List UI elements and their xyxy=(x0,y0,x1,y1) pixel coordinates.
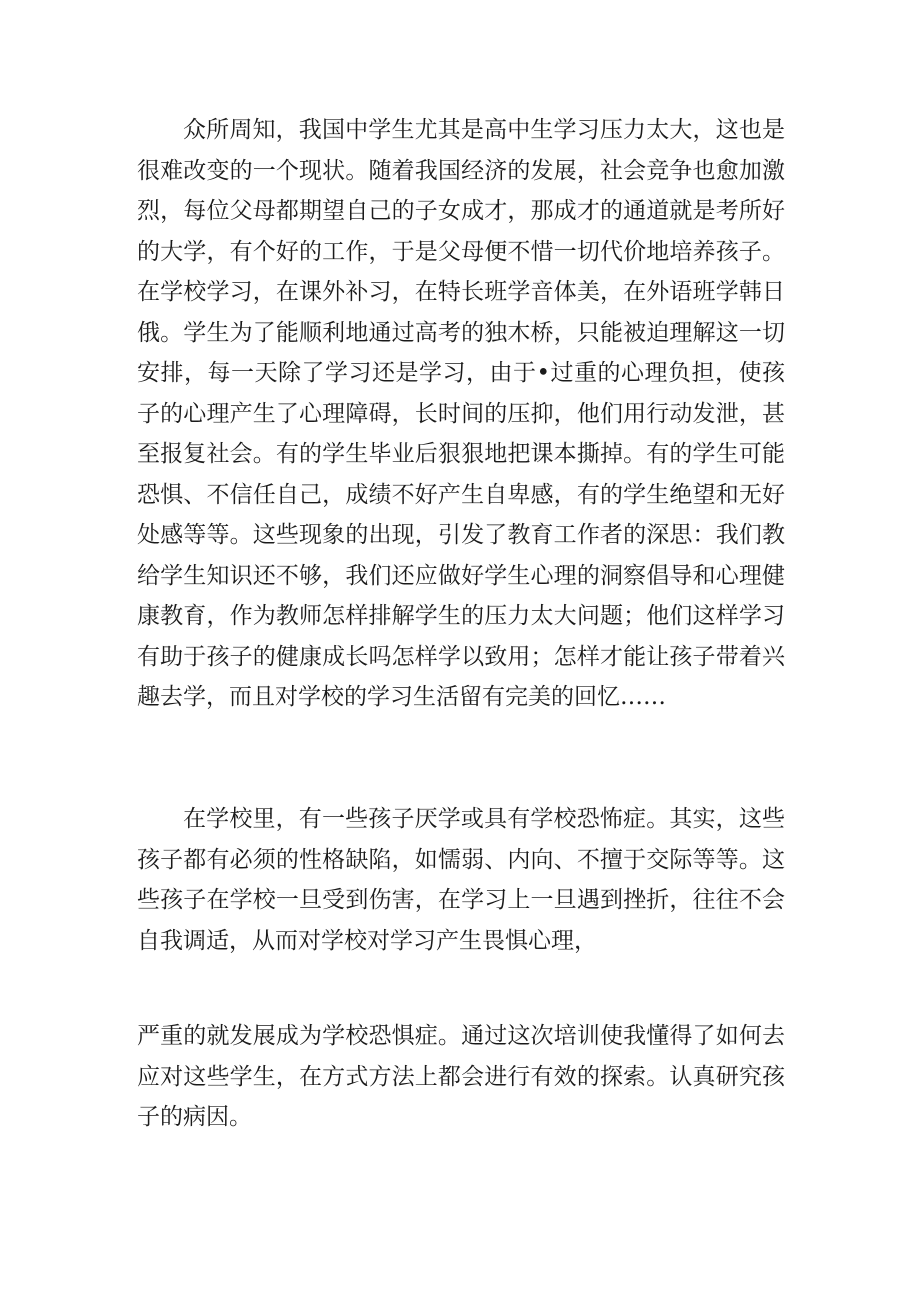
paragraph-1: 众所周知，我国中学生尤其是高中生学习压力太大，这也是很难改变的一个现状。随着我国经济的发展，社会竞争也愈加激烈，每位父母都期望自己的子女成才，那成才的通道就是考所好的大学，有个好的工作，于是父母便不惜一切代价地培养孩子。在学校学习，在课外补习，在特长班学音体美，在外语班学韩日俄。学生为了能顺利地通过高考的独木桥，只能被迫理解这一切安排，每一天除了学习还是学习，由于•过重的心理负担，使孩子的心理产生了心理障碍，长时间的压抑，他们用行动发泄，甚至报复社会。有的学生毕业后狠狠地把课本撕掉。有的学生可能恐惧、不信任自己，成绩不好产生自卑感，有的学生绝望和无好处感等等。这些现象的出现，引发了教育工作者的深思：我们教给学生知识还不够，我们还应做好学生心理的洞察倡导和心理健康教育，作为教师怎样排解学生的压力太大问题；他们这样学习有助于孩子的健康成长吗怎样学以致用；怎样才能让孩子带着兴趣去学，而且对学校的学习生活留有完美的回忆…… xyxy=(137,117,785,710)
paragraph-3: 严重的就发展成为学校恐惧症。通过这次培训使我懂得了如何去应对这些学生，在方式方法上都会进行有效的探索。认真研究孩子的病因。 xyxy=(137,1023,785,1130)
paragraph-2: 在学校里，有一些孩子厌学或具有学校恐怖症。其实，这些孩子都有必须的性格缺陷，如懦弱、内向、不擅于交际等等。这些孩子在学校一旦受到伤害，在学习上一旦遇到挫折，往往不会自我调适，从而对学校对学习产生畏惧心理， xyxy=(137,806,785,954)
